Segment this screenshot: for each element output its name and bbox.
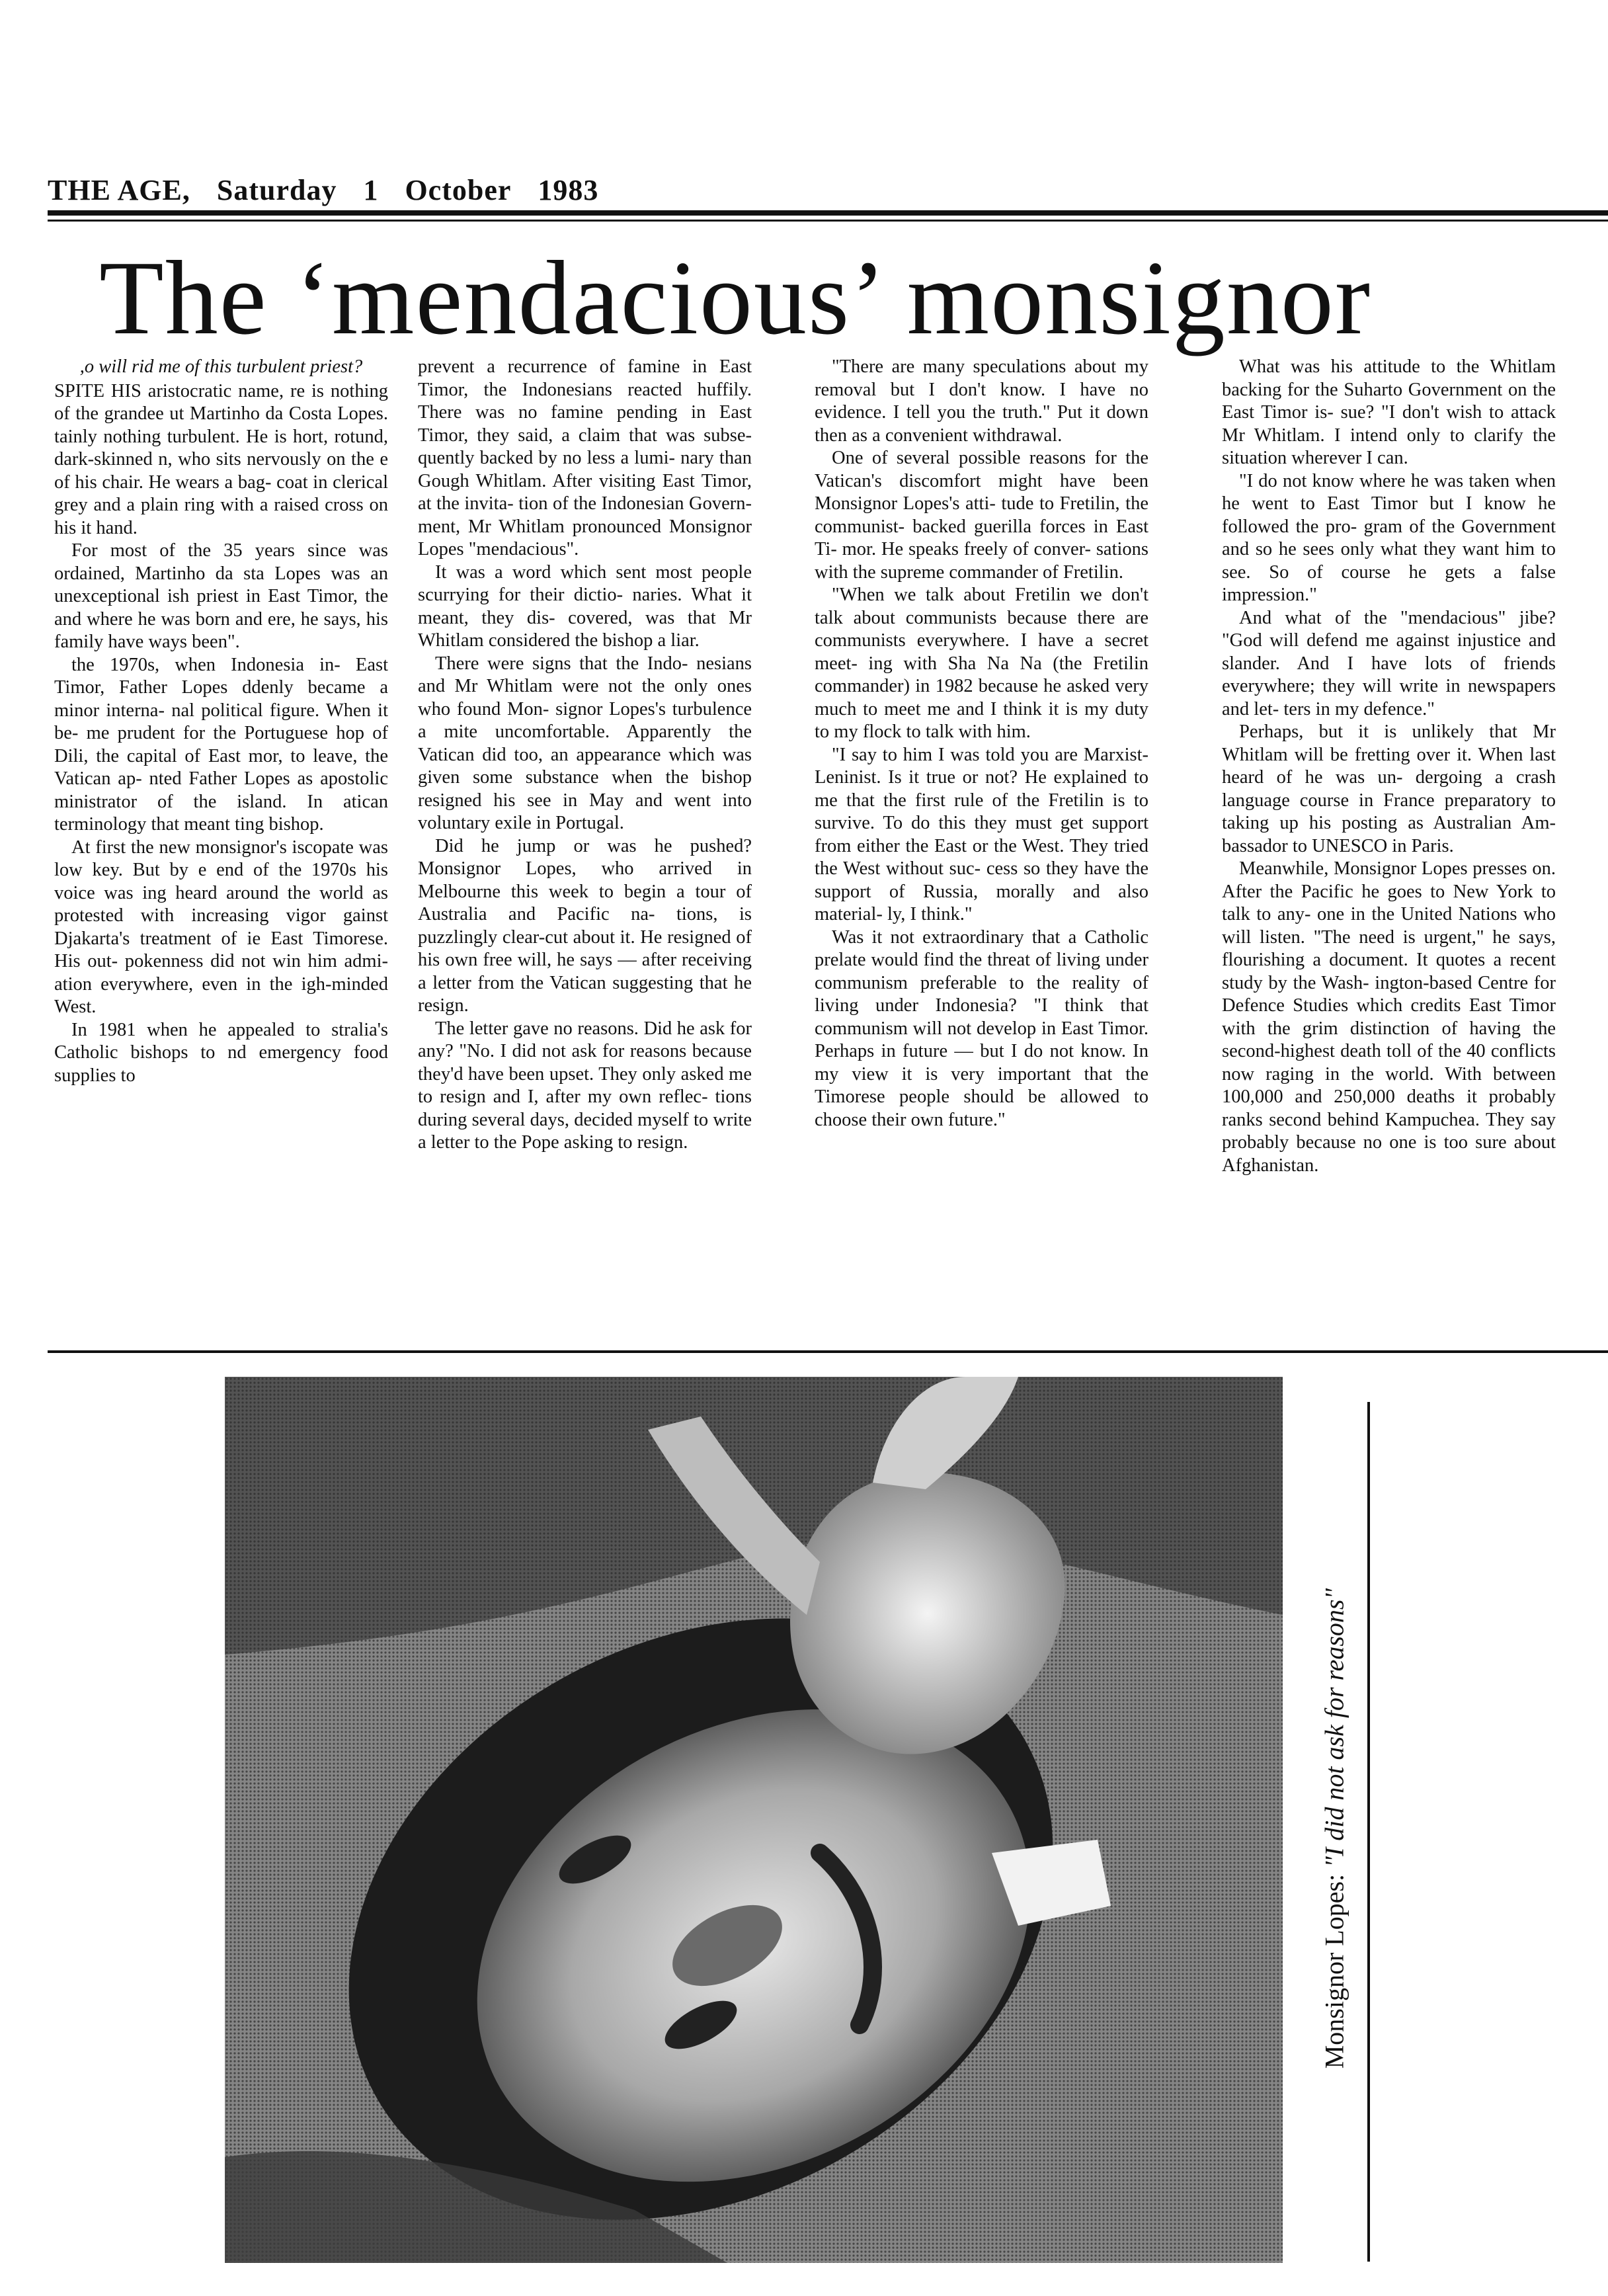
article-column-4 bbox=[1222, 356, 1556, 1177]
dateline-year: 1983 bbox=[538, 174, 599, 206]
paragraph: "There are many speculations about my removal but I don't know. I have no evidence. I tell you the truth." Put it down then as a convenient withdrawal. bbox=[815, 356, 1148, 446]
paragraph: There were signs that the Indo- nesians and Mr Whitlam were not the only ones who found Mon- signor Lopes's turbulence a mite uncomfortable. Apparently the Vatican did too, an appearance which was given some substance when the bishop resigned his see in May and went into voluntary exile in Portugal. bbox=[418, 653, 752, 833]
paragraph: Was it not extraordinary that a Catholic prelate would find the threat of living under communism preferable to the reality of living under Indonesia? "I think that communism will not develop in East Timor. Perhaps in future — but I do not know. In my view it is very important that the Timorese people should be allowed to choose their own future." bbox=[815, 926, 1148, 1130]
article-column-3 bbox=[815, 356, 1148, 1131]
paragraph: prevent a recurrence of famine in East Timor, the Indonesians reacted huffily. There was no famine pending in East Timor, they said, a claim that was subse- quently backed by no less a lumi- nary than Gough Whitlam. After visiting East Timor, at the invita- tion of the Indonesian Govern- ment, Mr Whitlam pronounced Monsignor Lopes "mendacious". bbox=[418, 356, 752, 559]
article-bottom-rule bbox=[48, 1350, 1608, 1353]
dateline-paper: THE AGE, bbox=[48, 174, 190, 206]
paragraph: At first the new monsignor's iscopate was low key. But by e end of the 1970s his voice was ing heard around the world as protested with increasing vigor gainst Djakarta's treatment of ie East Timorese. His out- pokenness did not win him admi- ation everywhere, even in the igh-minded West. bbox=[54, 837, 388, 1017]
kicker: ,o will rid me of this turbulent priest? bbox=[79, 356, 363, 377]
paragraph: The letter gave no reasons. Did he ask for any? "No. I did not ask for reasons because they'd have been upset. They only asked me to resign and I, after my own reflec- tions during several days, decided myself to write a letter to the Pope asking to resign. bbox=[418, 1018, 752, 1153]
paragraph: Did he jump or was he pushed? Monsignor Lopes, who arrived in Melbourne this week to begin a tour of Australia and Pacific na- tions, is puzzlingly clear-cut about it. He resigned of his own free will, he says — after receiving a letter from the Vatican suggesting that he resign. bbox=[418, 835, 752, 1016]
photo-caption bbox=[1308, 1415, 1361, 2242]
paragraph: Perhaps, but it is unlikely that Mr Whitlam will be fretting over it. When last heard of he was un- dergoing a crash language course in France preparatory to taking up his posting as Australian Am- bassador to UNESCO in Paris. bbox=[1222, 721, 1556, 856]
dateline-date: 1 bbox=[363, 174, 379, 206]
caption-text bbox=[1319, 1588, 1350, 2069]
paragraph: In 1981 when he appealed to stralia's Catholic bishops to nd emergency food supplies to bbox=[54, 1019, 388, 1086]
paragraph: What was his attitude to the Whitlam backing for the Suharto Government on the East Timor is- sue? "I don't wish to attack Mr Whitlam. I intend only to clarify the situation wherever I can. bbox=[1222, 356, 1556, 468]
paragraph: Meanwhile, Monsignor Lopes presses on. After the Pacific he goes to New York to talk to any- one in the United Nations who will listen. "The need is urgent," he says, flourishing a document. It quotes a recent study by the Wash- ington-based Centre for Defence Studies which credits East Timor with the grim distinction of having the second-highest death toll of the 40 conflicts now raging in the world. With between 100,000 and 250,000 deaths it probably ranks second behind Kampuchea. They say probably because no one is too sure about Afghanistan. bbox=[1222, 858, 1556, 1176]
caption-name: Monsignor Lopes: bbox=[1319, 1873, 1349, 2069]
paragraph: "I say to him I was told you are Marxist-Leninist. Is it true or not? He explained to me that the first rule of the Fretilin is to survive. To do this they must get support from either the East or the West. They tried the West without suc- cess so they have the support of Russia, morally and also material- ly, I think." bbox=[815, 744, 1148, 924]
paragraph: the 1970s, when Indonesia in- East Timor, Father Lopes ddenly became a minor interna- nal political figure. When it be- me prudent for the Portuguese hop of Dili, the capital of East mor, to leave, the Vatican ap- nted Father Lopes as apostolic ministrator of the island. In atican terminology that meant ting bishop. bbox=[54, 654, 388, 835]
portrait-photo bbox=[225, 1377, 1283, 2263]
caption-rule bbox=[1367, 1402, 1370, 2262]
dateline bbox=[48, 173, 617, 207]
top-rule-thin bbox=[48, 220, 1608, 222]
paragraph: And what of the "mendacious" jibe? "God will defend me against injustice and slander. And I have lots of friends everywhere; they will write in newspapers and let- ters in my defence." bbox=[1222, 607, 1556, 719]
article-column-1 bbox=[54, 356, 388, 1087]
paragraph: "When we talk about Fretilin we don't talk about communists because there are communists everywhere. I have a secret meet- ing with Sha Na Na (the Fretilin commander) in 1982 because he asked very much to meet me and I think it is my duty to my flock to talk with him. bbox=[815, 585, 1148, 742]
paragraph: For most of the 35 years since was ordained, Martinho da sta Lopes was an unexceptional ish priest in East Timor, the and where he was born and ere, he says, his family have ways been". bbox=[54, 540, 388, 652]
photo-illustration bbox=[225, 1377, 1283, 2263]
dateline-day: Saturday bbox=[216, 174, 337, 206]
article-column-2 bbox=[418, 356, 752, 1155]
paragraph: SPITE HIS aristocratic name, re is nothing of the grandee ut Martinho da Costa Lopes. tainly nothing turbulent. He is hort, rotund, dark-skinned n, who sits nervously on the e of his chair. He wears a bag- coat in clerical grey and a plain ring with a raised cross on his it hand. bbox=[54, 380, 388, 538]
headline: The ‘mendacious’ monsignor bbox=[99, 239, 1372, 356]
top-rule-thick bbox=[48, 210, 1608, 216]
paragraph: It was a word which sent most people scurrying for their dictio- naries. What it meant, they dis- covered, was that Mr Whitlam considered the bishop a liar. bbox=[418, 561, 752, 651]
paragraph: "I do not know where he was taken when he went to East Timor but I know he followed the pro- gram of the Government and so he sees only what they want him to see. So of course he gets a false impression." bbox=[1222, 470, 1556, 605]
paragraph: One of several possible reasons for the Vatican's discomfort might have been Monsignor Lopes's atti- tude to Fretilin, the communist- backed guerilla forces in East Ti- mor. He speaks freely of conver- sations with the supreme commander of Fretilin. bbox=[815, 448, 1148, 583]
dateline-month: October bbox=[405, 174, 512, 206]
caption-quote: "I did not ask for reasons" bbox=[1319, 1588, 1349, 1867]
